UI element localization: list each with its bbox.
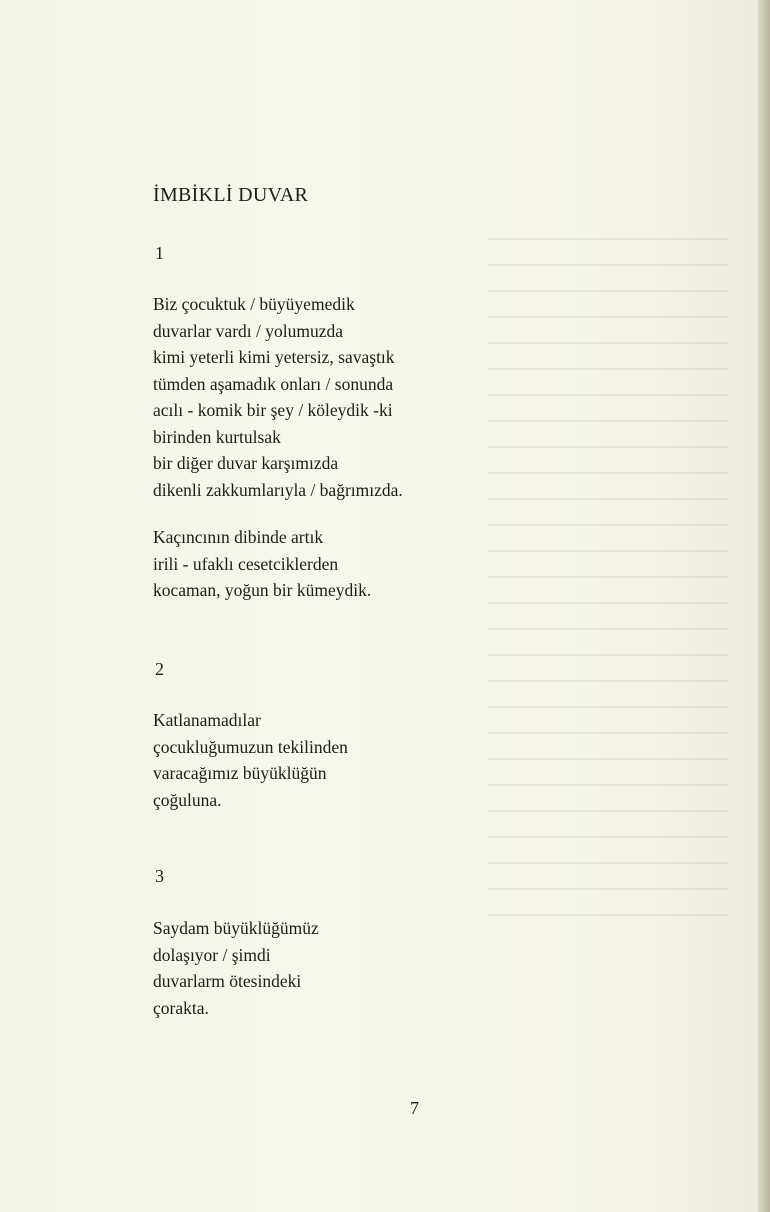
poem-line: birinden kurtulsak (153, 426, 281, 447)
stanza-1-2 (153, 524, 371, 604)
poem-line: irili - ufaklı cesetciklerden (153, 553, 339, 574)
poem-line: çoğuluna. (153, 789, 222, 810)
poem-line: duvarlarm ötesindeki (153, 971, 302, 991)
section-number-3: 3 (155, 866, 164, 886)
section-number-1: 1 (155, 243, 164, 263)
poem-line: Saydam büyüklüğümüz (153, 918, 319, 938)
poem-line: bir diğer duvar karşımızda (153, 453, 339, 473)
poem-line: çorakta. (153, 997, 209, 1018)
show-through-text (488, 220, 728, 940)
poem-line: dikenli zakkumlarıyla / bağrımızda. (153, 479, 403, 500)
poem-line: acılı - komik bir şey / köleydik -ki (153, 400, 393, 420)
poem-line: varacağımız büyüklüğün (153, 763, 327, 783)
page-edge (758, 0, 770, 1212)
poem-line: Kaçıncının dibinde artık (153, 527, 324, 547)
section-number-2: 2 (155, 659, 164, 679)
poem-line: tümden aşamadık onları / sonunda (153, 373, 394, 394)
page-number: 7 (410, 1098, 419, 1118)
poem-title: İMBİKLİ DUVAR (153, 184, 309, 206)
stanza-3-1 (153, 915, 319, 1021)
stanza-2-1 (153, 707, 348, 813)
poem-line: Katlanamadılar (153, 710, 261, 730)
poem-line: dolaşıyor / şimdi (153, 944, 271, 965)
poem-line: kimi yeterli kimi yetersiz, savaştık (153, 347, 395, 367)
poem-line: duvarlar vardı / yolumuzda (153, 320, 344, 341)
poem-line: Biz çocuktuk / büyüyemedik (153, 294, 355, 314)
poem-line: kocaman, yoğun bir kümeydik. (153, 580, 372, 600)
poem-line: çocukluğumuzun tekilinden (153, 736, 348, 757)
stanza-1-1 (153, 291, 403, 503)
